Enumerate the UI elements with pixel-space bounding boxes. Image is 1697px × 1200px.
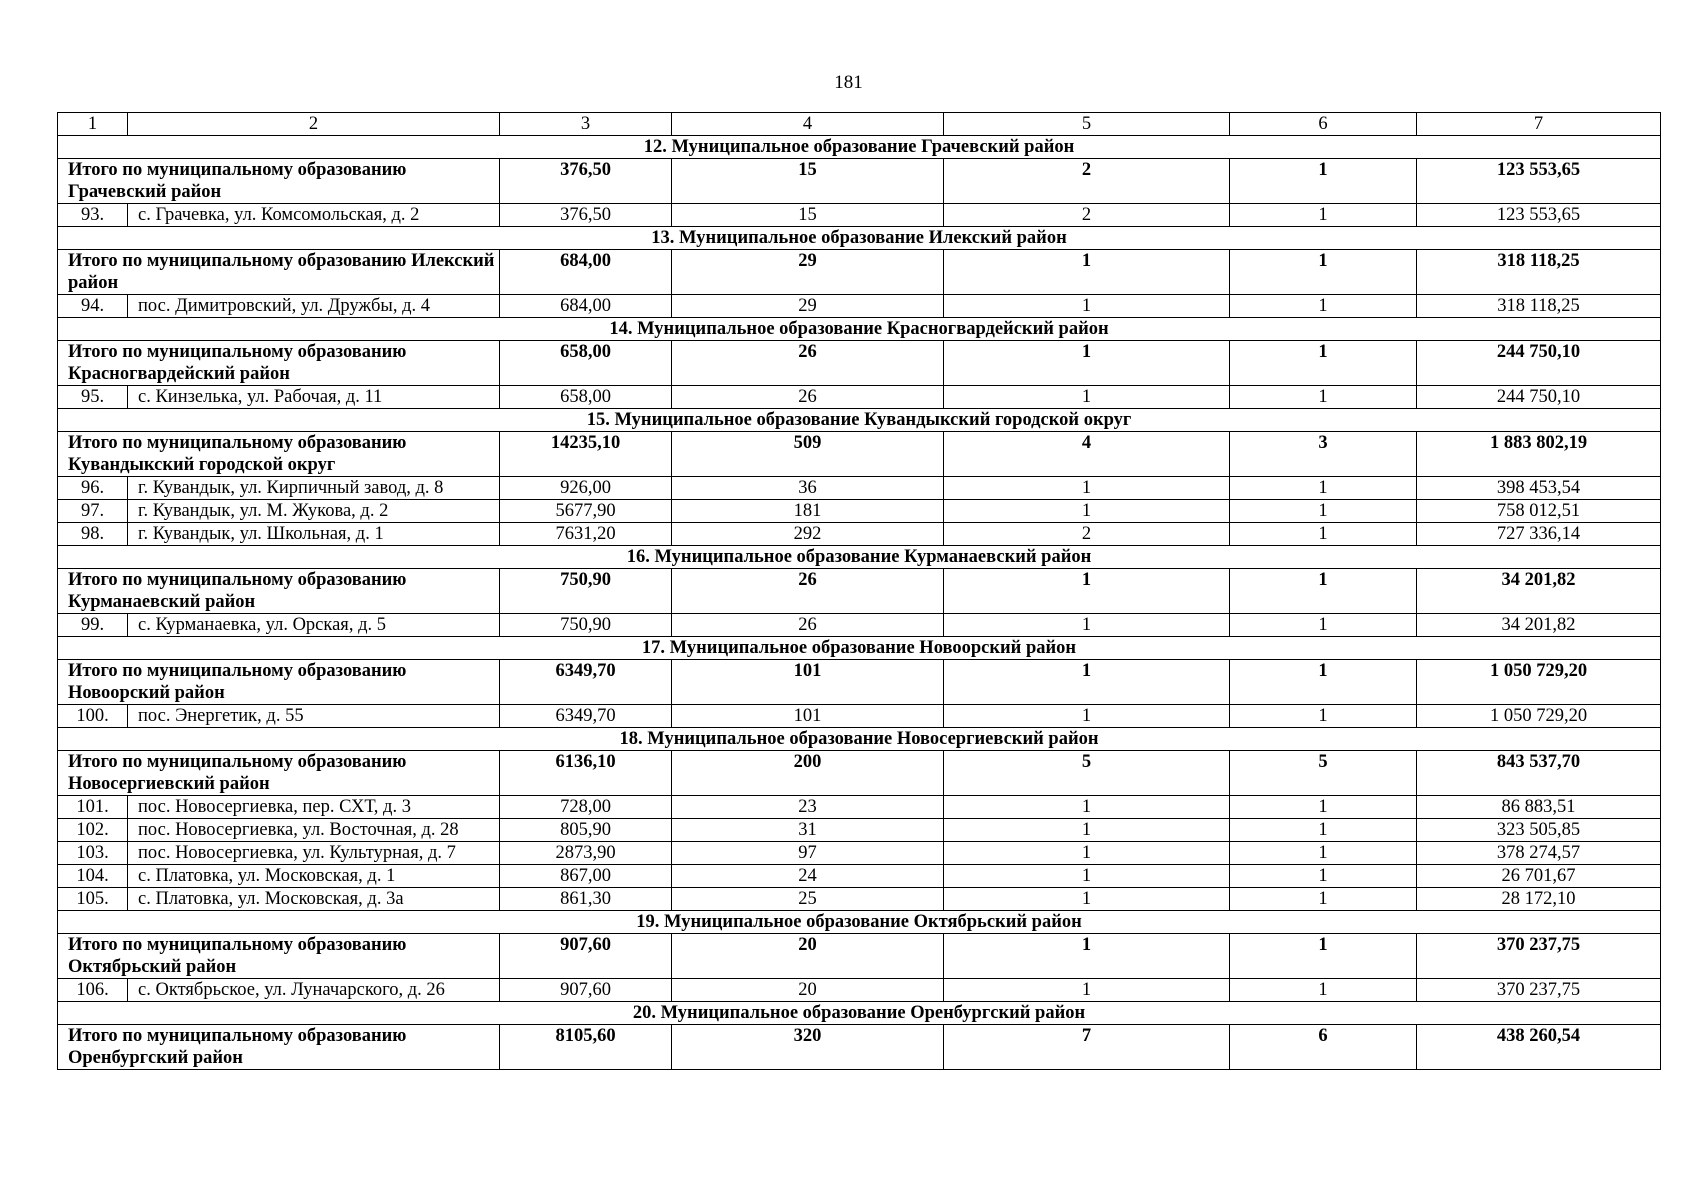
- section-header-row: [58, 136, 1661, 159]
- total-col5: 1: [944, 250, 1230, 295]
- section-title: 14. Муниципальное образование Красногвардейский район: [58, 318, 1661, 341]
- table-row: [58, 796, 1661, 819]
- row-number: 100.: [58, 705, 128, 728]
- address: г. Кувандык, ул. М. Жукова, д. 2: [128, 500, 500, 523]
- row-number: 99.: [58, 614, 128, 637]
- section-title: 20. Муниципальное образование Оренбургский район: [58, 1002, 1661, 1025]
- col5-value: 1: [944, 295, 1230, 318]
- total-residents: 200: [672, 751, 944, 796]
- table-row: [58, 888, 1661, 911]
- section-total-row: [58, 432, 1661, 477]
- col5-value: 1: [944, 705, 1230, 728]
- residents: 24: [672, 865, 944, 888]
- section-total-row: [58, 934, 1661, 979]
- amount: 727 336,14: [1417, 523, 1661, 546]
- col6-value: 1: [1230, 477, 1417, 500]
- total-area: 6136,10: [500, 751, 672, 796]
- row-number: 106.: [58, 979, 128, 1002]
- total-amount: 318 118,25: [1417, 250, 1661, 295]
- col5-value: 1: [944, 386, 1230, 409]
- amount: 26 701,67: [1417, 865, 1661, 888]
- residents: 20: [672, 979, 944, 1002]
- row-number: 102.: [58, 819, 128, 842]
- total-label: Итого по муниципальному образованию Илекский район: [58, 250, 500, 295]
- col6-value: 1: [1230, 979, 1417, 1002]
- total-amount: 244 750,10: [1417, 341, 1661, 386]
- row-number: 101.: [58, 796, 128, 819]
- area: 6349,70: [500, 705, 672, 728]
- col5-value: 1: [944, 865, 1230, 888]
- section-total-row: [58, 159, 1661, 204]
- total-residents: 26: [672, 341, 944, 386]
- total-label: Итого по муниципальному образованию Октябрьский район: [58, 934, 500, 979]
- total-col6: 1: [1230, 934, 1417, 979]
- total-amount: 370 237,75: [1417, 934, 1661, 979]
- col5-value: 1: [944, 842, 1230, 865]
- amount: 244 750,10: [1417, 386, 1661, 409]
- total-area: 684,00: [500, 250, 672, 295]
- col5-value: 1: [944, 477, 1230, 500]
- total-col5: 1: [944, 341, 1230, 386]
- area: 658,00: [500, 386, 672, 409]
- table-row: [58, 386, 1661, 409]
- section-header-row: [58, 637, 1661, 660]
- total-col6: 1: [1230, 569, 1417, 614]
- col5-value: 1: [944, 888, 1230, 911]
- section-total-row: [58, 660, 1661, 705]
- row-number: 94.: [58, 295, 128, 318]
- register-table: [57, 112, 1661, 1070]
- address: с. Курманаевка, ул. Орская, д. 5: [128, 614, 500, 637]
- row-number: 96.: [58, 477, 128, 500]
- address: г. Кувандык, ул. Кирпичный завод, д. 8: [128, 477, 500, 500]
- residents: 31: [672, 819, 944, 842]
- amount: 123 553,65: [1417, 204, 1661, 227]
- section-title: 13. Муниципальное образование Илекский район: [58, 227, 1661, 250]
- column-number-row: [58, 113, 1661, 136]
- address: пос. Новосергиевка, ул. Восточная, д. 28: [128, 819, 500, 842]
- address: пос. Новосергиевка, пер. СХТ, д. 3: [128, 796, 500, 819]
- col6-value: 1: [1230, 888, 1417, 911]
- residents: 23: [672, 796, 944, 819]
- total-area: 14235,10: [500, 432, 672, 477]
- area: 7631,20: [500, 523, 672, 546]
- section-title: 17. Муниципальное образование Новоорский район: [58, 637, 1661, 660]
- address: пос. Энергетик, д. 55: [128, 705, 500, 728]
- column-number: 3: [500, 113, 672, 136]
- total-label: Итого по муниципальному образованию Новоорский район: [58, 660, 500, 705]
- col6-value: 1: [1230, 865, 1417, 888]
- row-number: 98.: [58, 523, 128, 546]
- total-col6: 1: [1230, 660, 1417, 705]
- column-number: 2: [128, 113, 500, 136]
- column-number: 7: [1417, 113, 1661, 136]
- table-row: [58, 979, 1661, 1002]
- total-amount: 1 050 729,20: [1417, 660, 1661, 705]
- total-residents: 20: [672, 934, 944, 979]
- residents: 181: [672, 500, 944, 523]
- residents: 29: [672, 295, 944, 318]
- column-number: 5: [944, 113, 1230, 136]
- area: 5677,90: [500, 500, 672, 523]
- address: с. Грачевка, ул. Комсомольская, д. 2: [128, 204, 500, 227]
- address: пос. Димитровский, ул. Дружбы, д. 4: [128, 295, 500, 318]
- area: 926,00: [500, 477, 672, 500]
- address: с. Октябрьское, ул. Луначарского, д. 26: [128, 979, 500, 1002]
- section-title: 12. Муниципальное образование Грачевский район: [58, 136, 1661, 159]
- area: 907,60: [500, 979, 672, 1002]
- table-row: [58, 477, 1661, 500]
- amount: 318 118,25: [1417, 295, 1661, 318]
- amount: 1 050 729,20: [1417, 705, 1661, 728]
- total-col5: 4: [944, 432, 1230, 477]
- residents: 15: [672, 204, 944, 227]
- total-amount: 438 260,54: [1417, 1025, 1661, 1070]
- amount: 378 274,57: [1417, 842, 1661, 865]
- column-number: 6: [1230, 113, 1417, 136]
- table-row: [58, 614, 1661, 637]
- total-label: Итого по муниципальному образованию Кувандыкский городской округ: [58, 432, 500, 477]
- col6-value: 1: [1230, 842, 1417, 865]
- table-row: [58, 819, 1661, 842]
- page-number: 181: [834, 72, 863, 93]
- col6-value: 1: [1230, 796, 1417, 819]
- total-amount: 1 883 802,19: [1417, 432, 1661, 477]
- col6-value: 1: [1230, 500, 1417, 523]
- total-col6: 5: [1230, 751, 1417, 796]
- area: 376,50: [500, 204, 672, 227]
- area: 750,90: [500, 614, 672, 637]
- table-row: [58, 204, 1661, 227]
- area: 861,30: [500, 888, 672, 911]
- section-header-row: [58, 318, 1661, 341]
- total-residents: 509: [672, 432, 944, 477]
- col5-value: 1: [944, 819, 1230, 842]
- section-header-row: [58, 409, 1661, 432]
- amount: 398 453,54: [1417, 477, 1661, 500]
- address: с. Платовка, ул. Московская, д. 1: [128, 865, 500, 888]
- total-col6: 1: [1230, 250, 1417, 295]
- row-number: 105.: [58, 888, 128, 911]
- total-residents: 320: [672, 1025, 944, 1070]
- total-col6: 3: [1230, 432, 1417, 477]
- total-area: 658,00: [500, 341, 672, 386]
- column-number: 1: [58, 113, 128, 136]
- total-col6: 1: [1230, 341, 1417, 386]
- residents: 97: [672, 842, 944, 865]
- total-label: Итого по муниципальному образованию Оренбургский район: [58, 1025, 500, 1070]
- total-residents: 101: [672, 660, 944, 705]
- total-area: 8105,60: [500, 1025, 672, 1070]
- table-row: [58, 842, 1661, 865]
- section-header-row: [58, 728, 1661, 751]
- total-amount: 843 537,70: [1417, 751, 1661, 796]
- amount: 370 237,75: [1417, 979, 1661, 1002]
- address: с. Платовка, ул. Московская, д. 3а: [128, 888, 500, 911]
- section-total-row: [58, 569, 1661, 614]
- total-col6: 1: [1230, 159, 1417, 204]
- residents: 292: [672, 523, 944, 546]
- residents: 26: [672, 386, 944, 409]
- total-area: 750,90: [500, 569, 672, 614]
- area: 867,00: [500, 865, 672, 888]
- col5-value: 2: [944, 523, 1230, 546]
- total-label: Итого по муниципальному образованию Грачевский район: [58, 159, 500, 204]
- section-total-row: [58, 751, 1661, 796]
- total-col5: 7: [944, 1025, 1230, 1070]
- total-amount: 34 201,82: [1417, 569, 1661, 614]
- table-row: [58, 523, 1661, 546]
- section-header-row: [58, 1002, 1661, 1025]
- col5-value: 1: [944, 614, 1230, 637]
- col5-value: 1: [944, 979, 1230, 1002]
- column-number: 4: [672, 113, 944, 136]
- amount: 28 172,10: [1417, 888, 1661, 911]
- area: 2873,90: [500, 842, 672, 865]
- total-label: Итого по муниципальному образованию Новосергиевский район: [58, 751, 500, 796]
- total-col5: 2: [944, 159, 1230, 204]
- row-number: 93.: [58, 204, 128, 227]
- residents: 36: [672, 477, 944, 500]
- total-area: 376,50: [500, 159, 672, 204]
- section-total-row: [58, 341, 1661, 386]
- residents: 26: [672, 614, 944, 637]
- row-number: 97.: [58, 500, 128, 523]
- section-title: 18. Муниципальное образование Новосергиевский район: [58, 728, 1661, 751]
- total-label: Итого по муниципальному образованию Красногвардейский район: [58, 341, 500, 386]
- col5-value: 2: [944, 204, 1230, 227]
- total-col5: 1: [944, 660, 1230, 705]
- residents: 101: [672, 705, 944, 728]
- table-row: [58, 500, 1661, 523]
- total-col5: 1: [944, 569, 1230, 614]
- section-header-row: [58, 546, 1661, 569]
- area: 728,00: [500, 796, 672, 819]
- amount: 758 012,51: [1417, 500, 1661, 523]
- col6-value: 1: [1230, 386, 1417, 409]
- total-residents: 29: [672, 250, 944, 295]
- total-amount: 123 553,65: [1417, 159, 1661, 204]
- table-row: [58, 295, 1661, 318]
- total-label: Итого по муниципальному образованию Курманаевский район: [58, 569, 500, 614]
- col6-value: 1: [1230, 295, 1417, 318]
- section-title: 15. Муниципальное образование Кувандыкский городской округ: [58, 409, 1661, 432]
- total-col6: 6: [1230, 1025, 1417, 1070]
- total-residents: 15: [672, 159, 944, 204]
- section-title: 16. Муниципальное образование Курманаевский район: [58, 546, 1661, 569]
- col5-value: 1: [944, 796, 1230, 819]
- area: 805,90: [500, 819, 672, 842]
- table-row: [58, 705, 1661, 728]
- table-row: [58, 865, 1661, 888]
- total-area: 907,60: [500, 934, 672, 979]
- section-header-row: [58, 227, 1661, 250]
- amount: 86 883,51: [1417, 796, 1661, 819]
- col6-value: 1: [1230, 819, 1417, 842]
- section-total-row: [58, 250, 1661, 295]
- col6-value: 1: [1230, 523, 1417, 546]
- total-col5: 1: [944, 934, 1230, 979]
- residents: 25: [672, 888, 944, 911]
- total-col5: 5: [944, 751, 1230, 796]
- address: с. Кинзелька, ул. Рабочая, д. 11: [128, 386, 500, 409]
- section-header-row: [58, 911, 1661, 934]
- total-area: 6349,70: [500, 660, 672, 705]
- address: г. Кувандык, ул. Школьная, д. 1: [128, 523, 500, 546]
- row-number: 95.: [58, 386, 128, 409]
- row-number: 104.: [58, 865, 128, 888]
- address: пос. Новосергиевка, ул. Культурная, д. 7: [128, 842, 500, 865]
- amount: 34 201,82: [1417, 614, 1661, 637]
- col6-value: 1: [1230, 705, 1417, 728]
- row-number: 103.: [58, 842, 128, 865]
- section-total-row: [58, 1025, 1661, 1070]
- total-residents: 26: [672, 569, 944, 614]
- amount: 323 505,85: [1417, 819, 1661, 842]
- section-title: 19. Муниципальное образование Октябрьский район: [58, 911, 1661, 934]
- col6-value: 1: [1230, 614, 1417, 637]
- col5-value: 1: [944, 500, 1230, 523]
- col6-value: 1: [1230, 204, 1417, 227]
- area: 684,00: [500, 295, 672, 318]
